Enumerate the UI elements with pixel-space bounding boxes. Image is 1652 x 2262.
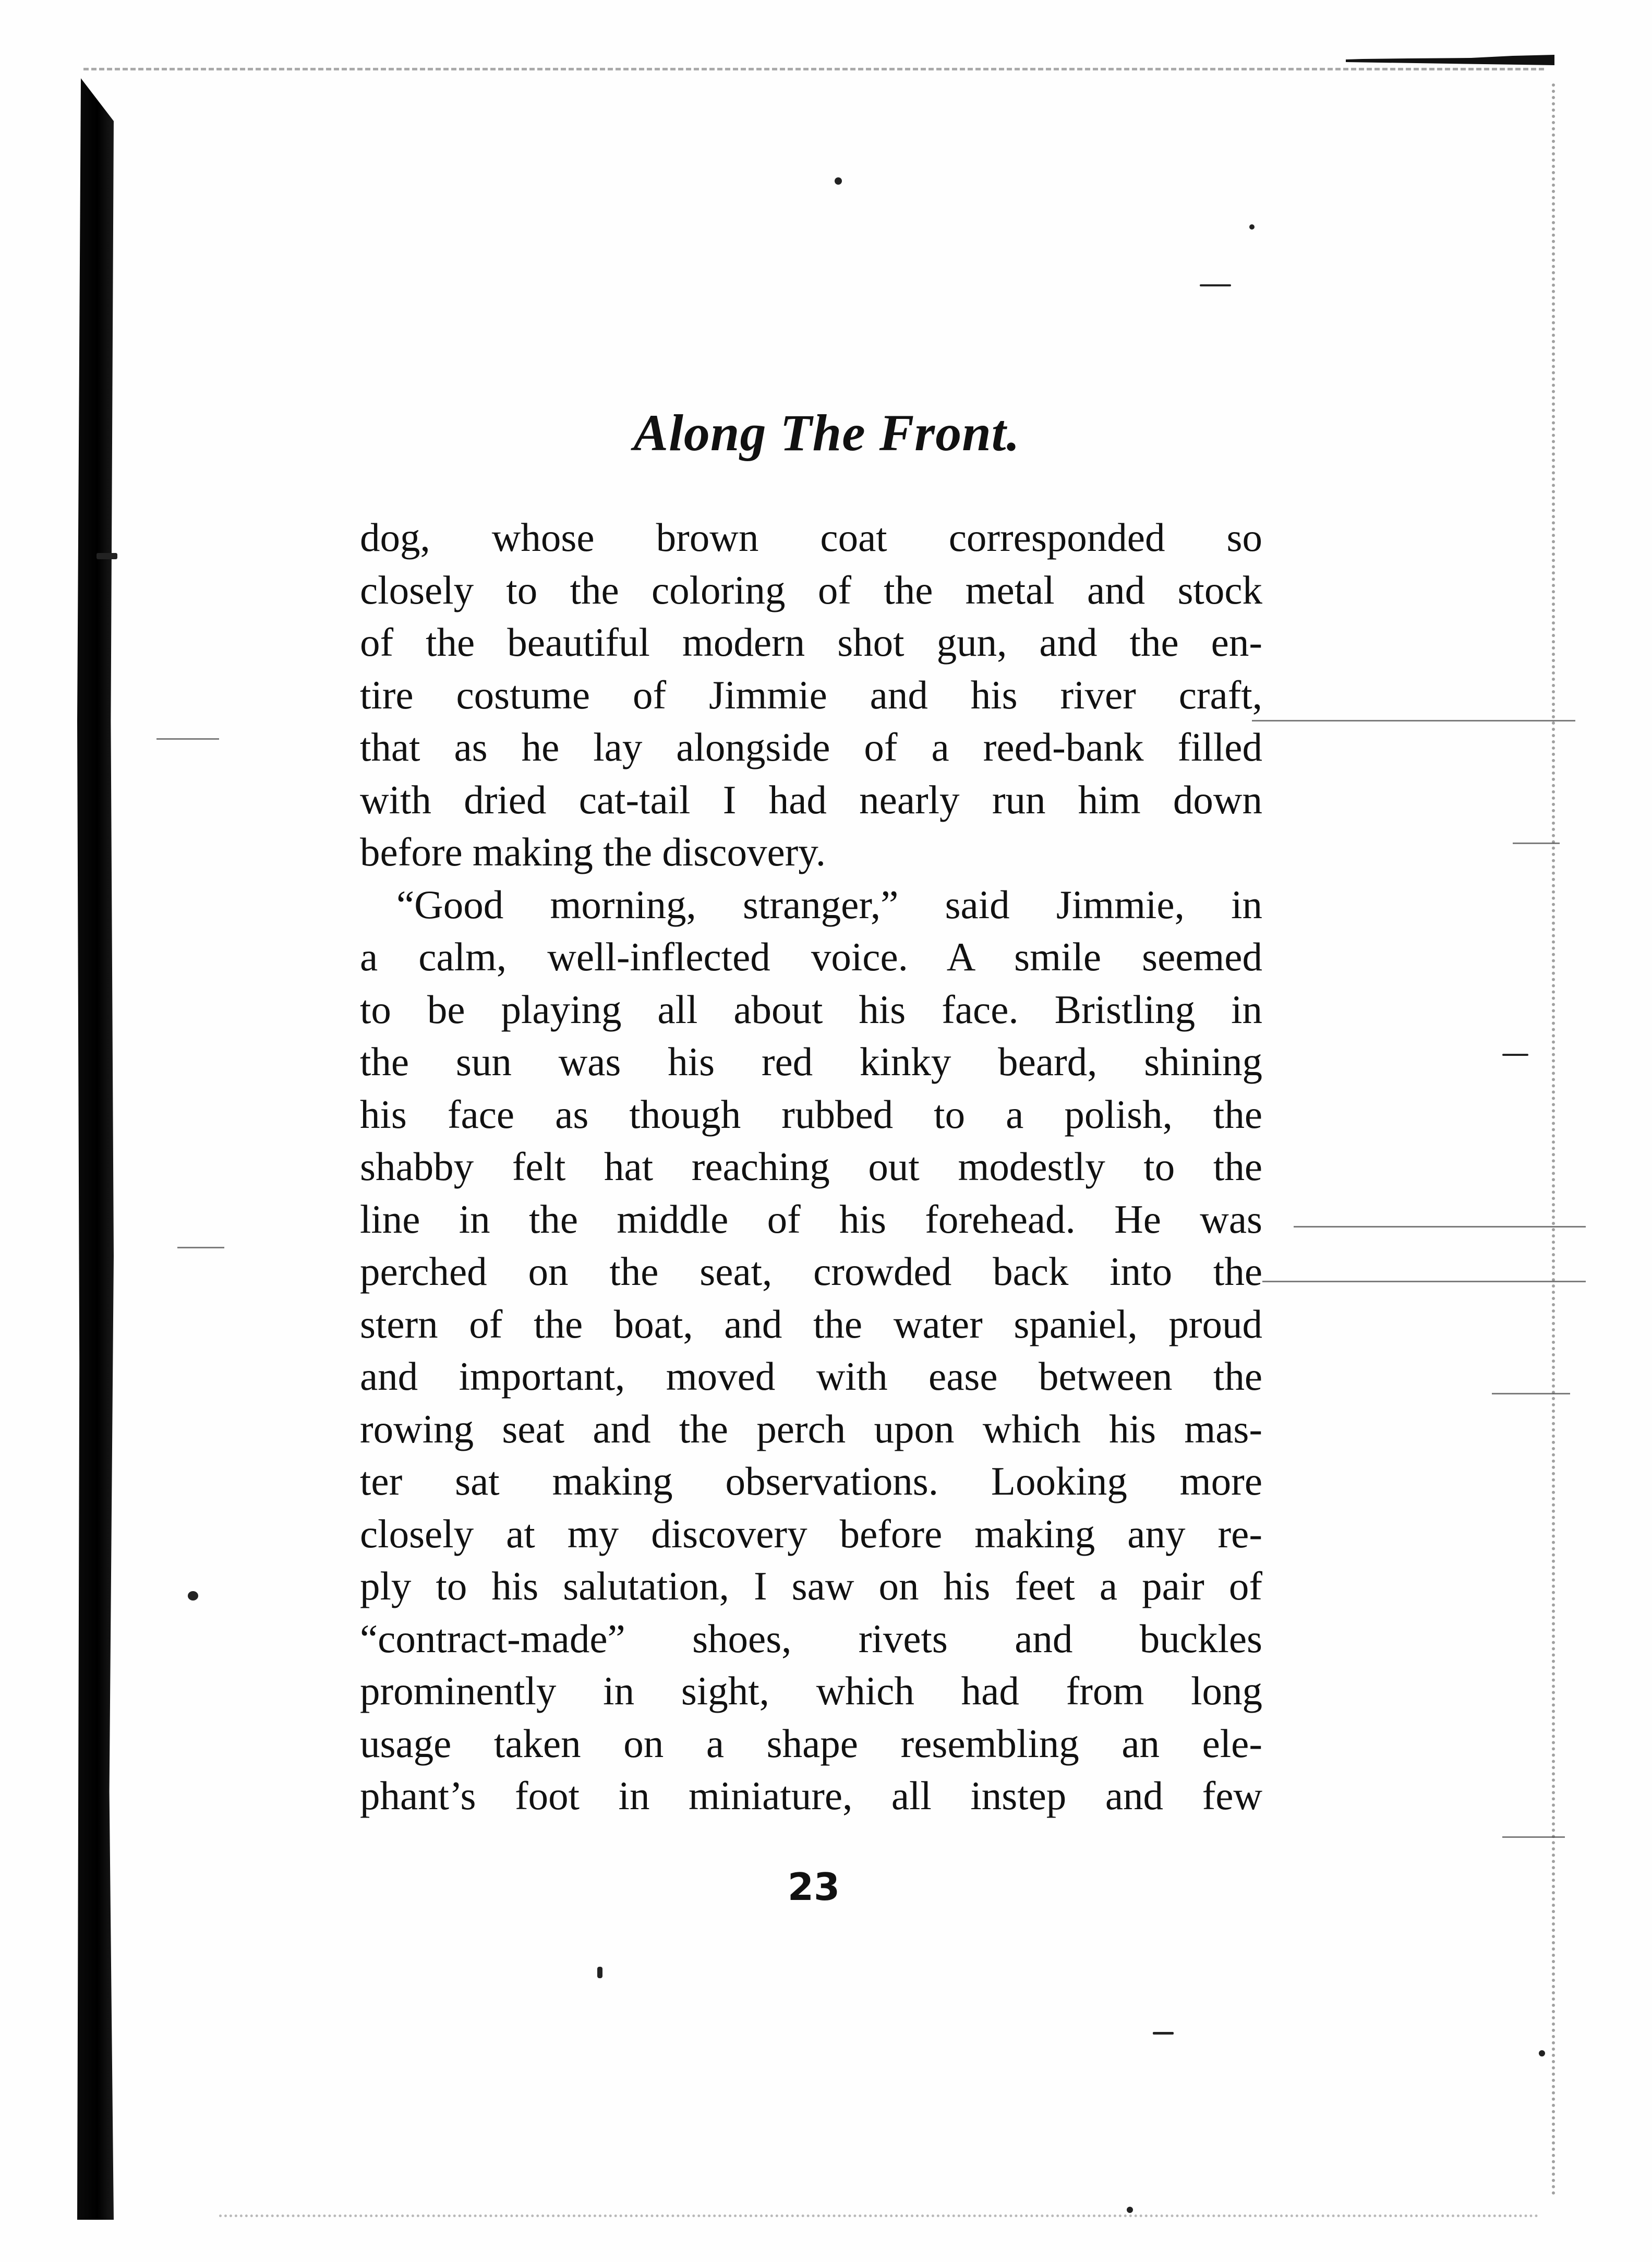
text-line: perched on the seat, crowded back into the xyxy=(360,1249,1262,1294)
bleed-rule-line xyxy=(1294,1226,1586,1228)
text-line: “contract-made” shoes, rivets and buckles xyxy=(360,1616,1262,1661)
scan-speck xyxy=(1153,2032,1174,2035)
text-line: rowing seat and the perch upon which his mas- xyxy=(360,1406,1262,1451)
text-line: before making the discovery. xyxy=(360,829,826,874)
text-line: line in the middle of his forehead. He was xyxy=(360,1196,1262,1242)
text-line: shabby felt hat reaching out modestly to the xyxy=(360,1144,1262,1189)
bleed-rule-line xyxy=(177,1247,224,1248)
scan-speck xyxy=(1539,2050,1545,2056)
scan-speck xyxy=(97,553,117,559)
bleed-rule-line xyxy=(156,738,219,740)
scan-speck xyxy=(597,1967,602,1978)
bleed-rule-line xyxy=(1262,1281,1586,1282)
text-line: ter sat making observations. Looking more xyxy=(360,1459,1262,1503)
running-head: Along The Front. xyxy=(633,404,1020,462)
bleed-rule-line xyxy=(1492,1393,1570,1394)
text-line: a calm, well-inflected voice. A smile seemed xyxy=(360,934,1262,979)
text-line: the sun was his red kinky beard, shining xyxy=(360,1039,1262,1084)
text-line: tire costume of Jimmie and his river craft, xyxy=(360,672,1262,717)
text-line: and important, moved with ease between the xyxy=(360,1354,1262,1399)
paragraph xyxy=(360,511,1262,879)
paragraph xyxy=(360,879,1262,1822)
sheet-top-corner-mark xyxy=(1346,55,1554,65)
body-text xyxy=(360,511,1262,1822)
sheet-right-edge xyxy=(1552,83,1555,2196)
text-line: dog, whose brown coat corresponded so xyxy=(360,515,1262,560)
text-line: ply to his salutation, I saw on his feet a pair of xyxy=(360,1563,1262,1608)
text-line: usage taken on a shape resembling an ele- xyxy=(360,1720,1262,1766)
sheet-bottom-edge xyxy=(219,2215,1539,2217)
text-line: closely at my discovery before making any re- xyxy=(360,1511,1262,1556)
scan-speck xyxy=(1127,2207,1133,2213)
text-line: “Good morning, stranger,” said Jimmie, in xyxy=(396,882,1262,927)
text-line: prominently in sight, which had from long xyxy=(360,1668,1262,1713)
text-line: stern of the boat, and the water spaniel, proud xyxy=(360,1301,1262,1346)
bleed-rule-line xyxy=(1252,720,1575,721)
scan-speck xyxy=(1502,1054,1528,1056)
text-line: of the beautiful modern shot gun, and the en- xyxy=(360,620,1262,665)
page-number: 23 xyxy=(787,1865,840,1909)
scan-speck xyxy=(188,1591,198,1601)
text-line: closely to the coloring of the metal and stock xyxy=(360,567,1262,612)
scan-speck xyxy=(1200,284,1231,286)
text-line: his face as though rubbed to a polish, the xyxy=(360,1091,1262,1137)
text-line: to be playing all about his face. Bristling in xyxy=(360,986,1262,1032)
scan-speck xyxy=(1249,224,1255,230)
page-content xyxy=(360,404,1262,1822)
sheet-top-edge xyxy=(83,68,1544,70)
binding-shadow xyxy=(77,78,114,2220)
scan-speck xyxy=(835,177,842,185)
bleed-rule-line xyxy=(1502,1836,1565,1838)
text-line: phant’s foot in miniature, all instep and few xyxy=(360,1773,1262,1818)
text-line: with dried cat-tail I had nearly run him down xyxy=(360,777,1262,822)
text-line: that as he lay alongside of a reed-bank filled xyxy=(360,725,1262,769)
bleed-rule-line xyxy=(1513,843,1560,844)
